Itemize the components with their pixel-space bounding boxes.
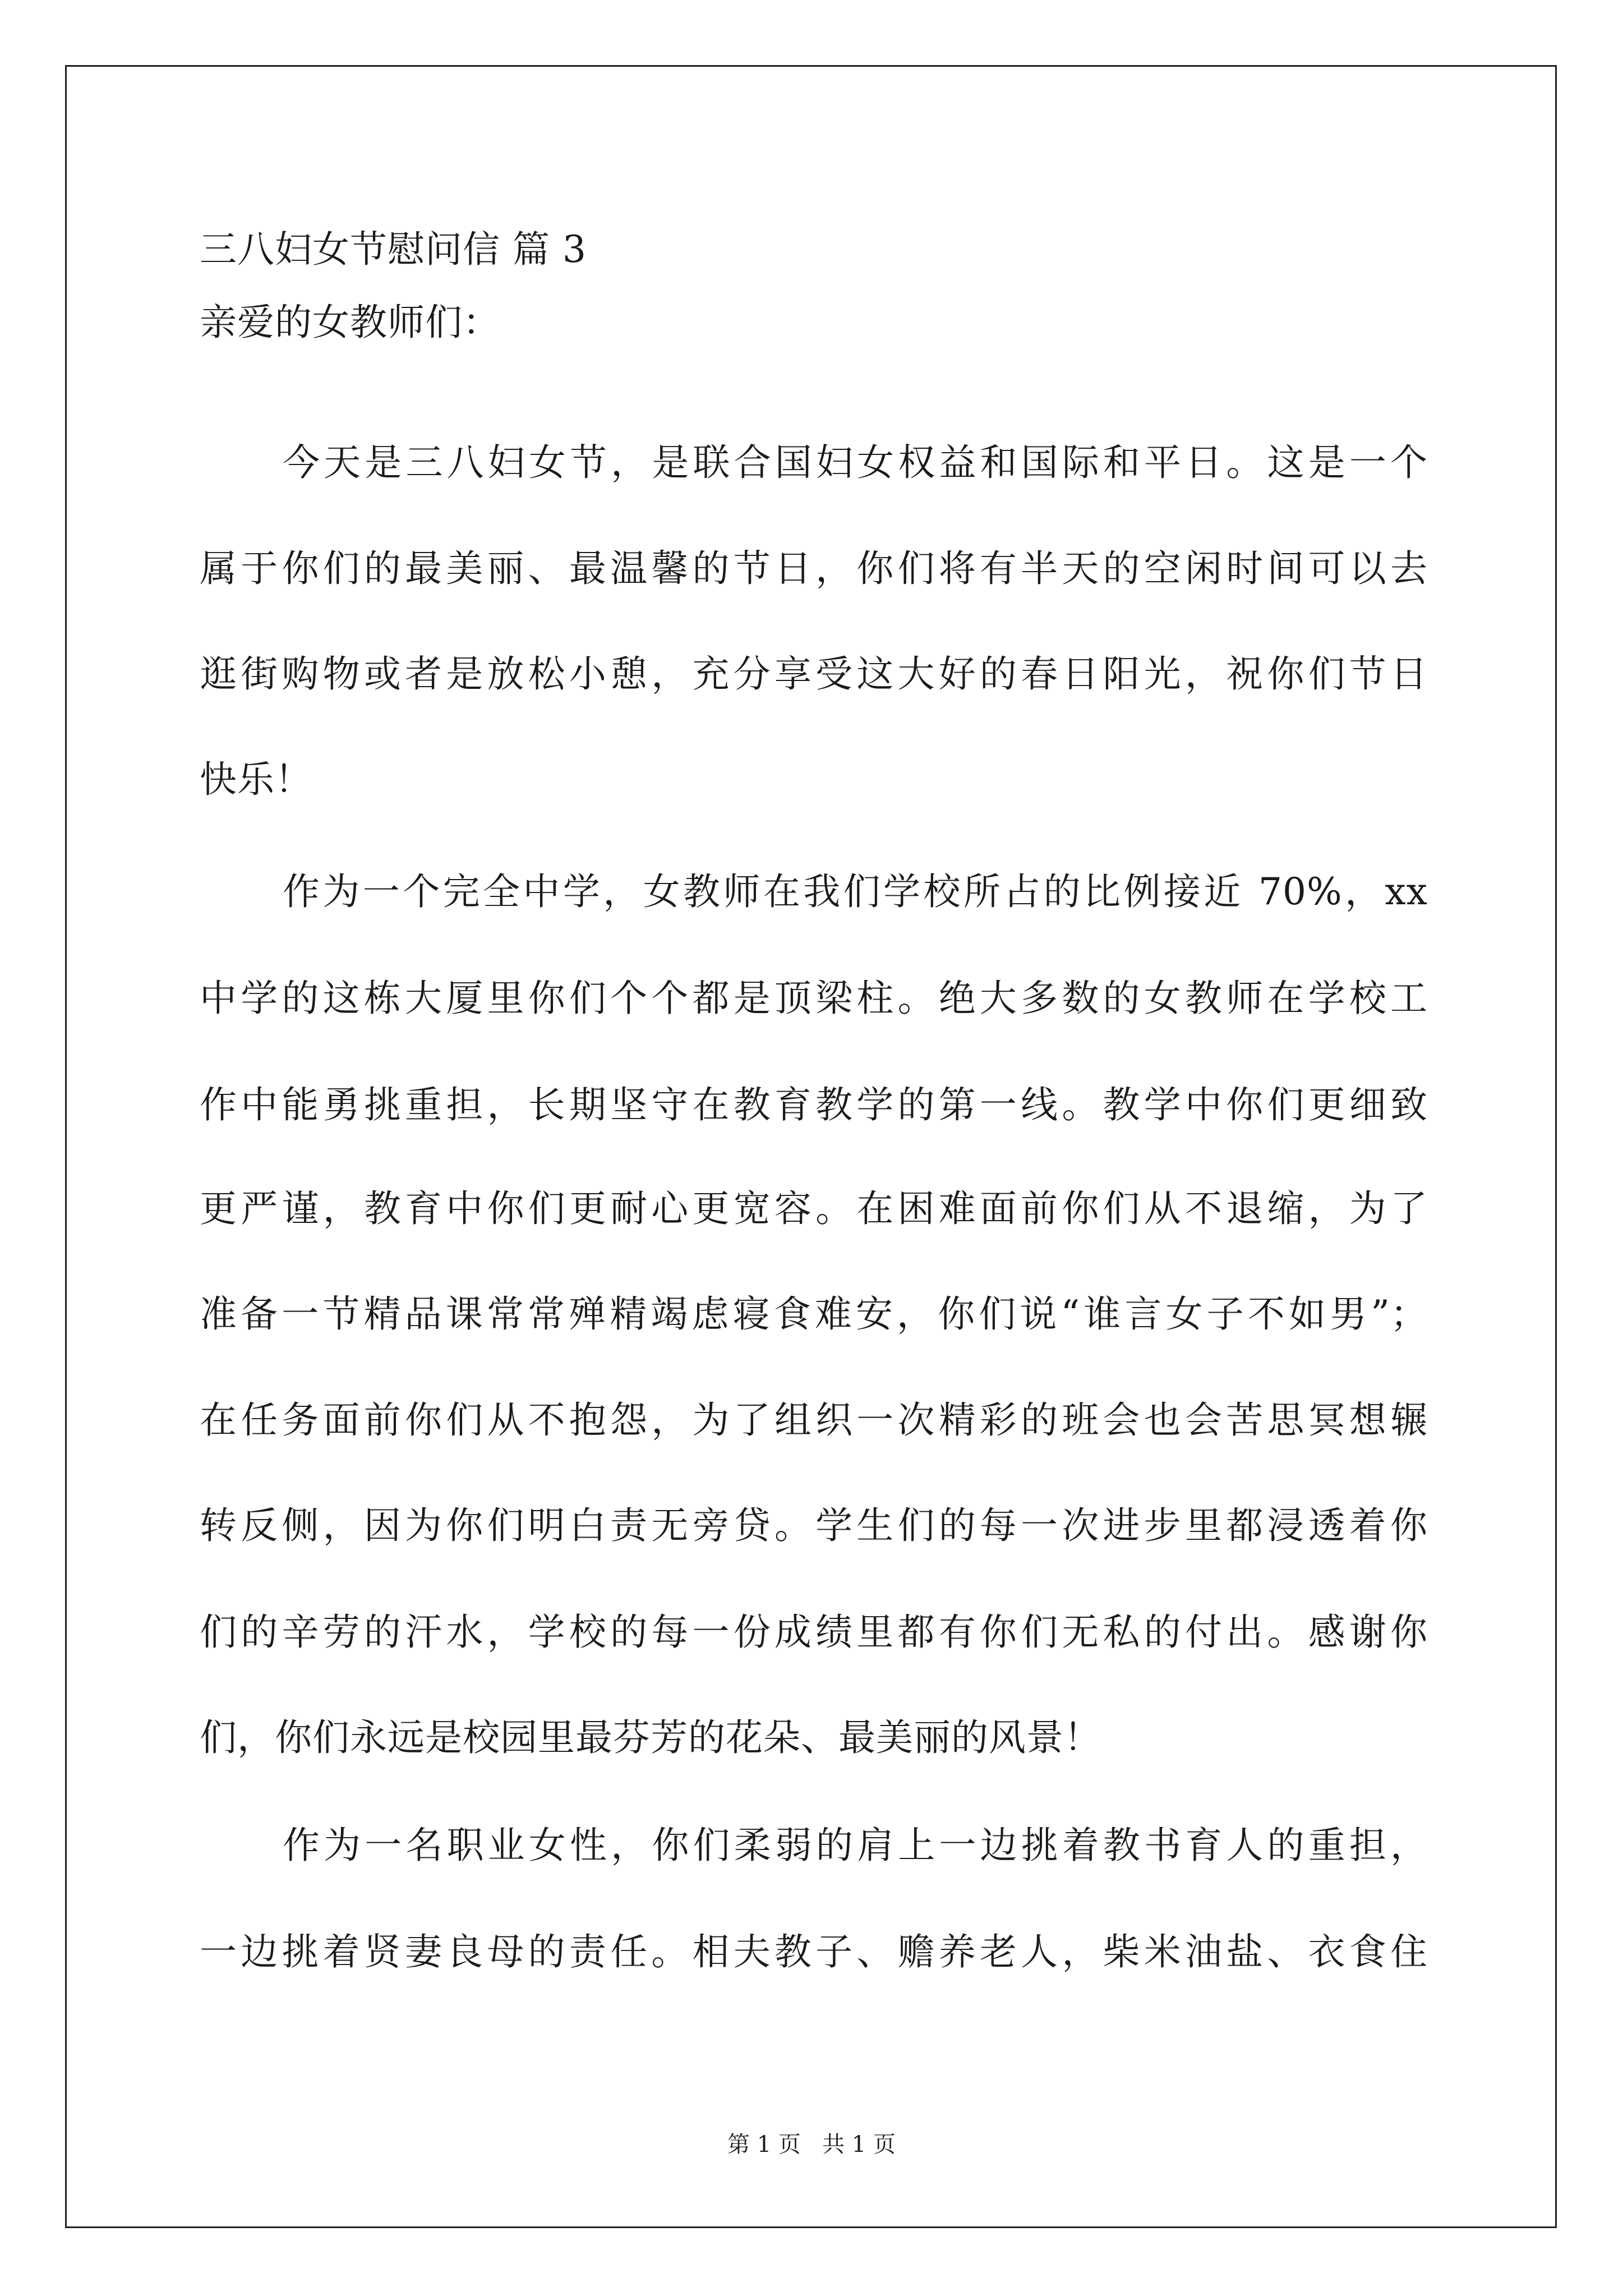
paragraph-line: 作中能勇挑重担，长期坚守在教育教学的第一线。教学中你们更细致 (200, 1083, 1428, 1126)
document-title: 三八妇女节慰问信 篇 3 (200, 228, 587, 271)
paragraph-line: 更严谨，教育中你们更耐心更宽容。在困难面前你们从不退缩，为了 (200, 1187, 1428, 1230)
paragraph-line: 今天是三八妇女节，是联合国妇女权益和国际和平日。这是一个 (283, 441, 1428, 484)
salutation: 亲爱的女教师们： (200, 301, 500, 344)
paragraph-line: 属于你们的最美丽、最温馨的节日，你们将有半天的空闲时间可以去 (200, 547, 1428, 590)
paragraph-line: 一边挑着贤妻良母的责任。相夫教子、赡养老人，柴米油盐、衣食住 (200, 1930, 1428, 1973)
paragraph-line: 在任务面前你们从不抱怨，为了组织一次精彩的班会也会苦思冥想辗 (200, 1398, 1428, 1442)
paragraph-line: 中学的这栋大厦里你们个个都是顶梁柱。绝大多数的女教师在学校工 (200, 977, 1428, 1020)
paragraph-line: 快乐！ (200, 758, 312, 801)
paragraph-line: 作为一名职业女性，你们柔弱的肩上一边挑着教书育人的重担， (283, 1824, 1428, 1867)
paragraph-line: 们的辛劳的汗水，学校的每一份成绩里都有你们无私的付出。感谢你 (200, 1611, 1428, 1654)
paragraph-line: 准备一节精品课常常殚精竭虑寝食难安，你们说“谁言女子不如男”； (200, 1292, 1428, 1336)
paragraph-line: 逛街购物或者是放松小憩，充分享受这大好的春日阳光，祝你们节日 (200, 652, 1428, 696)
paragraph-line: 们，你们永远是校园里最芬芳的花朵、最美丽的风景！ (200, 1716, 1101, 1759)
paragraph-line: 转反侧，因为你们明白责无旁贷。学生们的每一次进步里都浸透着你 (200, 1504, 1428, 1547)
page-border (65, 65, 1557, 2228)
paragraph-line: 作为一个完全中学，女教师在我们学校所占的比例接近 70%，xx (283, 870, 1428, 913)
page-number-footer: 第 1 页 共 1 页 (727, 2132, 896, 2157)
